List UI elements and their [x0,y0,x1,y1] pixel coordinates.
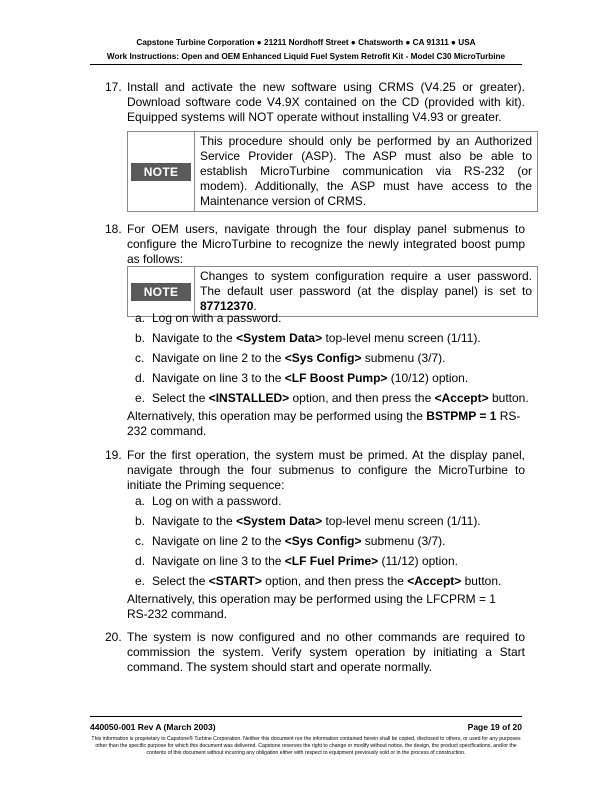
list-item: d. Navigate on line 3 to the <LF Fuel Prime> (11/12) option. [135,554,458,568]
legal-notice: This information is proprietary to Capstone® Turbine Corporation. Neither this document nor the information contained herein shall be copied, disclosed to others, or used for any purposes other than the specific purpose for which this document was delivered. Capstone reserves the right to change or modify without notice, the design, the product specifications, and/or the contents of this document without incurring any obligation either with respect to equipment previously sold or in the process of construction. [91,736,521,756]
header-title: Work Instructions: Open and OEM Enhanced Liquid Fuel System Retrofit Kit - Model C30 MicroTurbine [106,52,506,61]
note-box-asp [127,131,538,212]
step-19 [105,448,525,493]
alt-command-text: Alternatively, this operation may be performed using the LFCPRM = 1 RS-232 command. [127,592,496,621]
step-text: The system is now configured and no other commands are required to commission the system. Verify system operation by initiating a Start command. The system should start and operate normally. [127,630,525,674]
list-item: d. Navigate on line 3 to the <LF Boost Pump> (10/12) option. [135,371,469,385]
list-item: a. Log on with a password. [135,494,282,508]
step-number: 17. [105,80,122,94]
step-18 [105,222,525,267]
step-text: For the first operation, the system must be primed. At the display panel, navigate through the four submenus to configure the MicroTurbine to initiate the Priming sequence: [127,448,525,492]
header-address: Capstone Turbine Corporation ● 21211 Nordhoff Street ● Chatsworth ● CA 91311 ● USA [136,38,476,47]
note-text: This procedure should only be performed by an Authorized Service Provider (ASP). The ASP must also be able to establish MicroTurbine communication via RS-232 (or modem). Additionally, the ASP must have access to the Maintenance version of CRMS. [194,132,537,211]
step-17 [105,80,525,125]
note-text: Changes to system configuration require a user password. The default user password (at the display panel) is set to 87712370. [194,267,537,316]
list-item: c. Navigate on line 2 to the <Sys Config> submenu (3/7). [135,351,446,365]
step-text: For OEM users, navigate through the four display panel submenus to configure the MicroTurbine to recognize the newly integrated boost pump as follows: [127,222,525,266]
list-item: b. Navigate to the <System Data> top-level menu screen (1/11). [135,514,481,528]
note-badge: NOTE [131,163,191,181]
list-item: e. Select the <INSTALLED> option, and then press the <Accept> button. [135,391,529,405]
list-item: c. Navigate on line 2 to the <Sys Config> submenu (3/7). [135,534,446,548]
list-item: b. Navigate to the <System Data> top-level menu screen (1/11). [135,331,481,345]
step-number: 19. [105,448,122,462]
alt-command-text: Alternatively, this operation may be performed using the BSTPMP = 1 RS-232 command. [127,409,521,438]
step-number: 18. [105,222,122,236]
note-badge: NOTE [131,283,191,301]
default-password: 87712370 [200,299,254,313]
page-number: Page 19 of 20 [467,722,522,732]
step-20 [105,630,525,675]
step-number: 20. [105,630,122,644]
document-id: 440050-001 Rev A (March 2003) [90,722,216,732]
list-item: e. Select the <START> option, and then press the <Accept> button. [135,574,502,588]
step-text: Install and activate the new software using CRMS (V4.25 or greater). Download software code V4.9X contained on the CD (provided with kit). Equipped systems will NOT operate without installing V4.93 or greater. [127,80,525,124]
header-rule [90,64,522,65]
note-box-password [127,266,538,317]
list-item: a. Log on with a password. [135,311,282,325]
footer-rule [90,716,522,717]
